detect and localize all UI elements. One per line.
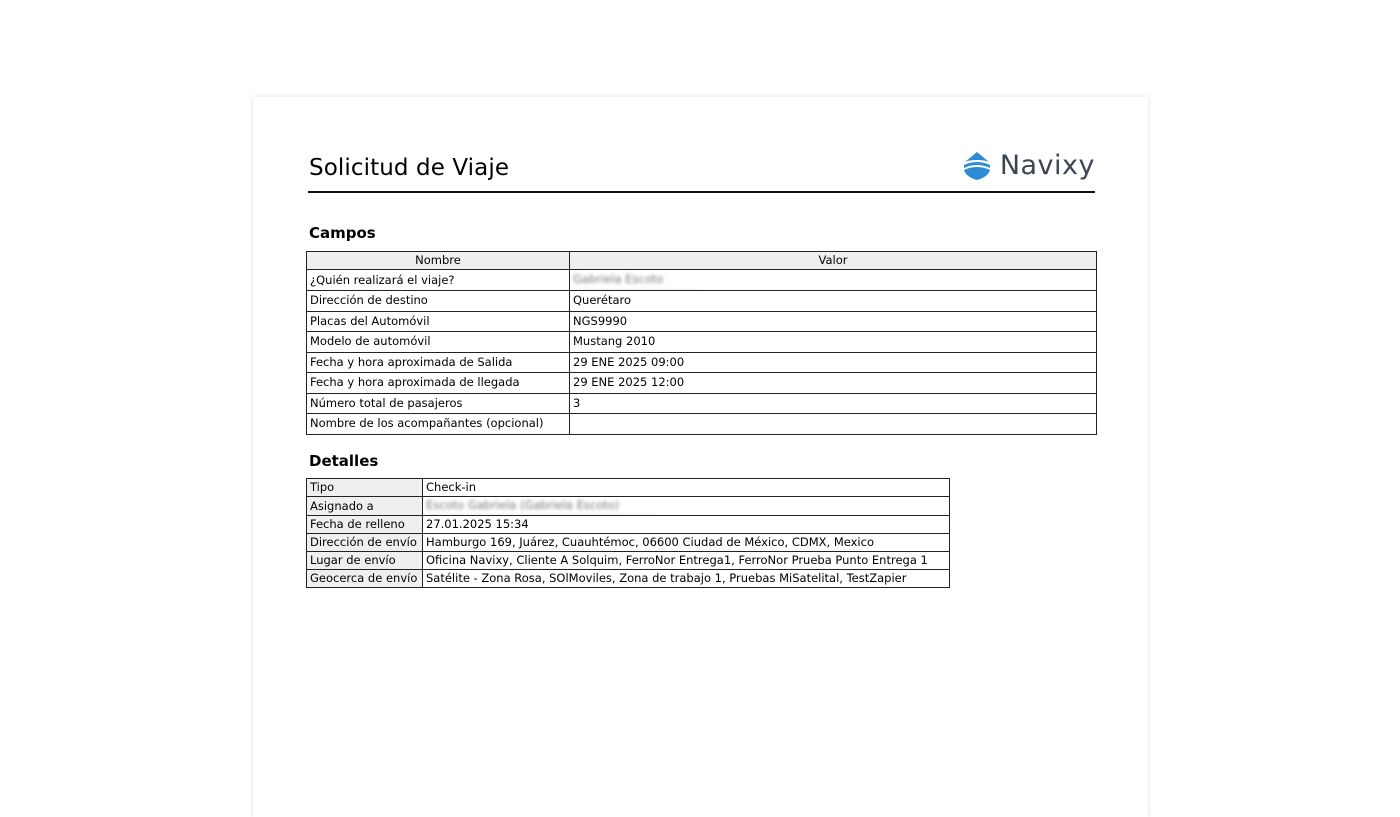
- detail-label: Geocerca de envío: [307, 570, 423, 588]
- column-header-valor: Valor: [570, 252, 1097, 270]
- field-name: ¿Quién realizará el viaje?: [307, 270, 570, 291]
- campos-table: [306, 251, 1097, 435]
- navixy-logo-icon: [962, 151, 992, 181]
- detail-value-redacted: Escoto Gabriela (Gabriela Escoto): [426, 497, 654, 515]
- detail-label: Asignado a: [307, 497, 423, 516]
- document-header: [308, 149, 1095, 193]
- table-row: [307, 479, 950, 497]
- field-value-redacted: Gabriela Escoto: [573, 270, 698, 290]
- table-row: [307, 373, 1097, 394]
- table-row: [307, 270, 1097, 291]
- table-row: [307, 332, 1097, 353]
- table-row: [307, 534, 950, 552]
- detail-label: Tipo: [307, 479, 423, 497]
- detalles-table: [306, 478, 950, 588]
- detail-value: Oficina Navixy, Cliente A Solquim, FerroNor Entrega1, FerroNor Prueba Punto Entrega 1: [423, 552, 950, 570]
- field-value: NGS9990: [570, 311, 1097, 332]
- field-name: Número total de pasajeros: [307, 393, 570, 414]
- field-name: Modelo de automóvil: [307, 332, 570, 353]
- table-row: [307, 497, 950, 516]
- detail-value: Hamburgo 169, Juárez, Cuauhtémoc, 06600 Ciudad de México, CDMX, Mexico: [423, 534, 950, 552]
- field-value: 29 ENE 2025 12:00: [570, 373, 1097, 394]
- field-name: Fecha y hora aproximada de Salida: [307, 352, 570, 373]
- navixy-logo-text: Navixy: [999, 150, 1095, 181]
- table-row: [307, 311, 1097, 332]
- navixy-logo: [962, 149, 1095, 183]
- detalles-title: Detalles: [309, 452, 379, 470]
- detail-label: Dirección de envío: [307, 534, 423, 552]
- table-row: [307, 291, 1097, 312]
- field-value: Querétaro: [570, 291, 1097, 312]
- table-row: [307, 414, 1097, 435]
- field-value: Mustang 2010: [570, 332, 1097, 353]
- detail-value: Check-in: [423, 479, 950, 497]
- document-title: Solicitud de Viaje: [309, 155, 510, 181]
- table-row: [307, 516, 950, 534]
- column-header-nombre: Nombre: [307, 252, 570, 270]
- field-name: Nombre de los acompañantes (opcional): [307, 414, 570, 435]
- detail-label: Lugar de envío: [307, 552, 423, 570]
- field-name: Placas del Automóvil: [307, 311, 570, 332]
- table-row: [307, 552, 950, 570]
- field-name: Fecha y hora aproximada de llegada: [307, 373, 570, 394]
- detail-label: Fecha de relleno: [307, 516, 423, 534]
- table-row: [307, 393, 1097, 414]
- field-name: Dirección de destino: [307, 291, 570, 312]
- field-value: [570, 414, 1097, 435]
- table-row: [307, 570, 950, 588]
- detail-value: [423, 497, 950, 516]
- field-value: 3: [570, 393, 1097, 414]
- detail-value: 27.01.2025 15:34: [423, 516, 950, 534]
- document-page: [253, 97, 1148, 817]
- campos-title: Campos: [309, 224, 376, 242]
- detail-value: Satélite - Zona Rosa, SOlMoviles, Zona de trabajo 1, Pruebas MiSatelital, TestZapier: [423, 570, 950, 588]
- field-value: [570, 270, 1097, 291]
- table-row: [307, 352, 1097, 373]
- field-value: 29 ENE 2025 09:00: [570, 352, 1097, 373]
- table-header-row: [307, 252, 1097, 270]
